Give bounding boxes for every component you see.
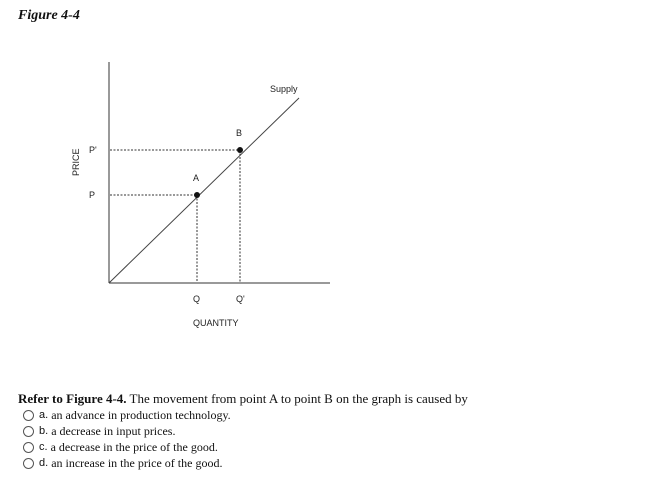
answer-options bbox=[23, 407, 231, 471]
y-tick-p: P bbox=[89, 190, 96, 200]
point-b-label: B bbox=[236, 128, 243, 138]
question-reference: Refer to Figure 4-4. bbox=[18, 391, 127, 406]
radio-d[interactable] bbox=[23, 458, 34, 469]
x-tick-q: Q bbox=[193, 294, 201, 304]
option-d[interactable] bbox=[23, 455, 231, 471]
x-axis-label: QUANTITY bbox=[193, 318, 239, 328]
option-a[interactable] bbox=[23, 407, 231, 423]
point-a-label: A bbox=[193, 173, 200, 183]
y-tick-p-prime: P' bbox=[89, 145, 97, 155]
figure-title: Figure 4-4 bbox=[18, 8, 80, 23]
option-d-letter: d. bbox=[39, 457, 49, 469]
option-b[interactable] bbox=[23, 423, 231, 439]
option-c[interactable] bbox=[23, 439, 231, 455]
option-b-letter: b. bbox=[39, 425, 49, 437]
supply-label: Supply bbox=[270, 84, 298, 94]
option-d-text: an increase in the price of the good. bbox=[51, 455, 223, 470]
x-tick-q-prime: Q' bbox=[236, 294, 245, 304]
option-b-text: a decrease in input prices. bbox=[51, 423, 176, 438]
option-c-text: a decrease in the price of the good. bbox=[50, 439, 218, 454]
point-b bbox=[237, 147, 243, 153]
radio-b[interactable] bbox=[23, 426, 34, 437]
point-a bbox=[194, 192, 200, 198]
radio-c[interactable] bbox=[23, 442, 34, 453]
option-c-letter: c. bbox=[39, 441, 48, 453]
question-text: The movement from point A to point B on the graph is caused by bbox=[126, 391, 468, 406]
question-stem bbox=[18, 391, 468, 407]
supply-curve bbox=[109, 98, 299, 283]
y-axis-label: PRICE bbox=[71, 148, 81, 176]
radio-a[interactable] bbox=[23, 410, 34, 421]
option-a-letter: a. bbox=[39, 409, 49, 421]
question bbox=[18, 391, 468, 407]
option-a-text: an advance in production technology. bbox=[51, 407, 231, 422]
